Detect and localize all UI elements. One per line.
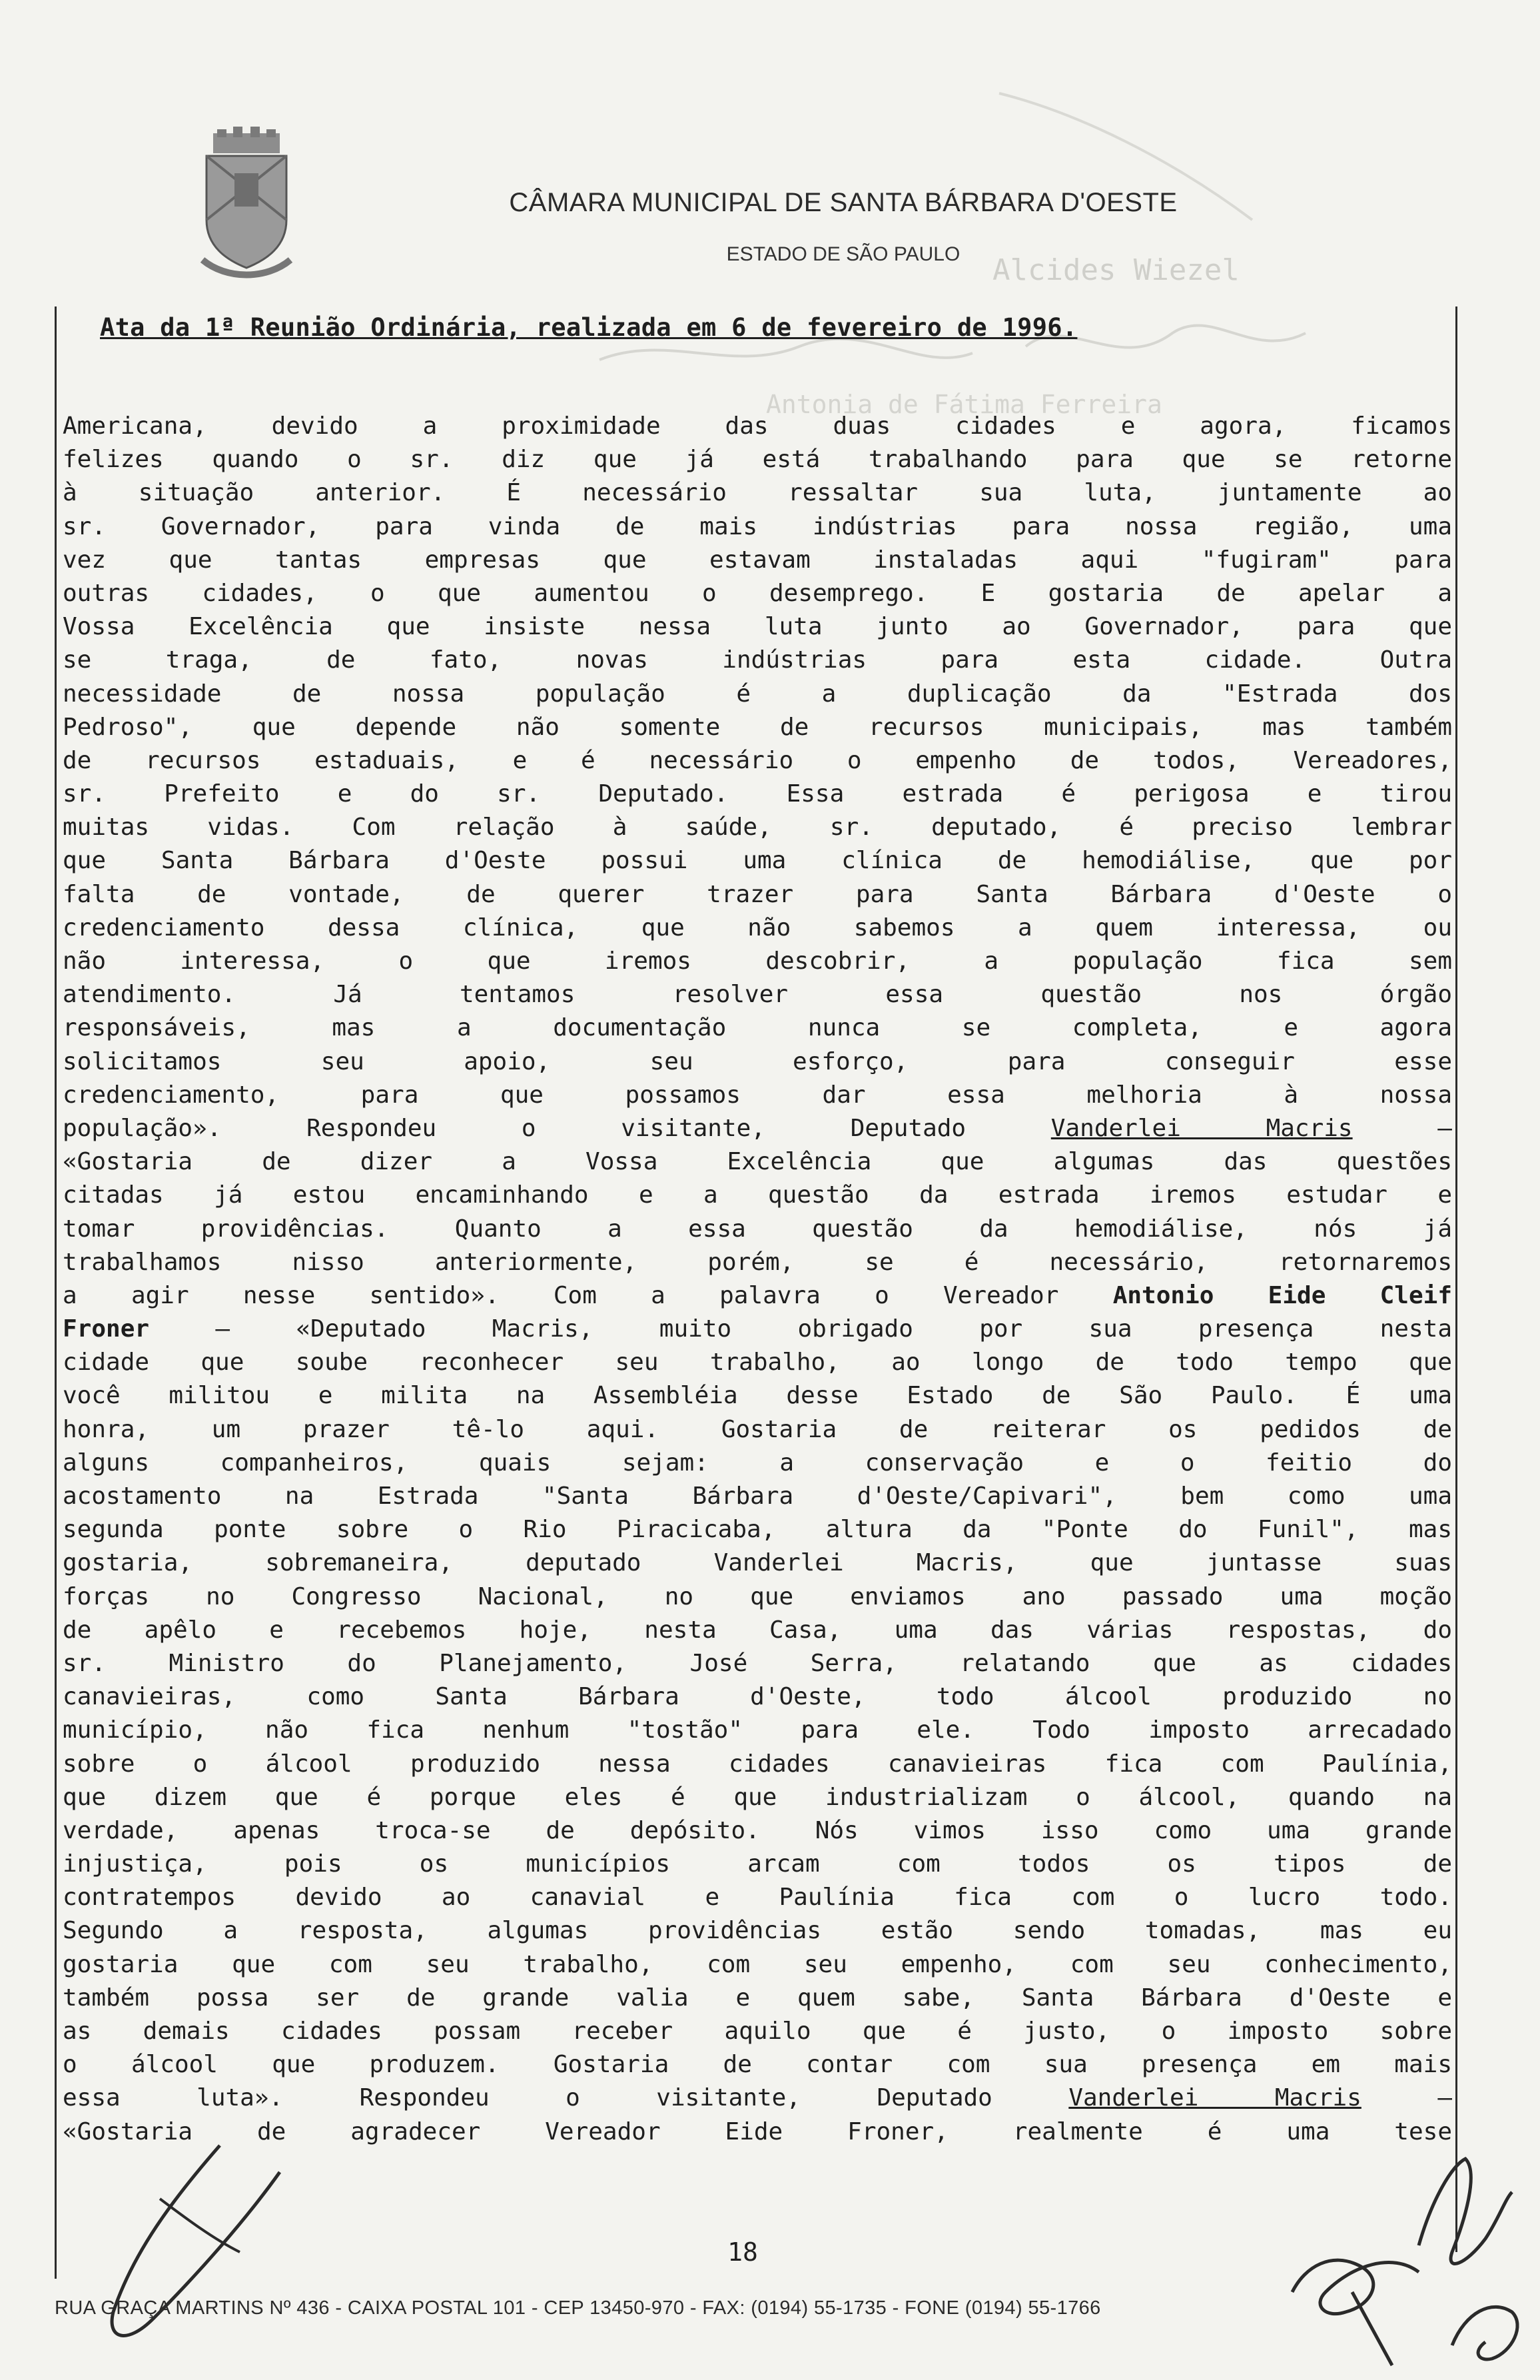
body-line: gostaria, sobremaneira, deputado Vanderlei Macris, que juntasse suas xyxy=(63,1549,1452,1577)
page-number: 18 xyxy=(727,2237,758,2267)
bleed-through-stroke xyxy=(599,339,972,360)
body-line: «Gostaria de dizer a Vossa Excelência que algumas das questões xyxy=(63,1148,1452,1176)
body-line xyxy=(63,1313,1452,1346)
body-line: solicitamos seu apoio, seu esforço, para conseguir esse xyxy=(63,1047,1452,1075)
body-text: – xyxy=(1352,1114,1452,1142)
signature-stroke xyxy=(1452,2307,1517,2359)
bleed-through-name-1: Alcides Wiezel xyxy=(992,253,1240,287)
body-line: falta de vontade, de querer trazer para Santa Bárbara d'Oeste o xyxy=(63,880,1452,908)
body-line: trabalhamos nisso anteriormente, porém, se é necessário, retornaremos xyxy=(63,1248,1452,1276)
body-line: sobre o álcool produzido nessa cidades canavieiras fica com Paulínia, xyxy=(63,1750,1452,1778)
body-line: credenciamento dessa clínica, que não sabemos a quem interessa, ou xyxy=(63,913,1452,941)
body-line: tomar providências. Quanto a essa questão da hemodiálise, nós já xyxy=(63,1215,1452,1243)
body-text: a agir nesse sentido». Com a palavra o Vereador xyxy=(63,1281,1113,1309)
body-line: sr. Prefeito e do sr. Deputado. Essa estrada é perigosa e tirou xyxy=(63,780,1452,808)
body-line: contratempos devido ao canavial e Paulínia fica com o lucro todo. xyxy=(63,1884,1452,1912)
body-line: forças no Congresso Nacional, no que enviamos ano passado uma moção xyxy=(63,1582,1452,1610)
body-line: canavieiras, como Santa Bárbara d'Oeste, todo álcool produzido no xyxy=(63,1683,1452,1711)
body-line: Pedroso", que depende não somente de recursos municipais, mas também xyxy=(63,713,1452,741)
body-line: outras cidades, o que aumentou o desemprego. E gostaria de apelar a xyxy=(63,579,1452,607)
body-line: verdade, apenas troca-se de depósito. Nós vimos isso como uma grande xyxy=(63,1816,1452,1844)
speaker-name: Froner xyxy=(63,1315,150,1343)
body-line: cidade que soube reconhecer seu trabalho, ao longo de todo tempo que xyxy=(63,1349,1452,1377)
organization-state: ESTADO DE SÃO PAULO xyxy=(726,243,961,265)
body-line: responsáveis, mas a documentação nunca se completa, e agora xyxy=(63,1014,1452,1042)
body-line: gostaria que com seu trabalho, com seu empenho, com seu conhecimento, xyxy=(63,1950,1452,1978)
signature-stroke xyxy=(160,2199,240,2252)
body-line: não interessa, o que iremos descobrir, a população fica sem xyxy=(63,947,1452,975)
body-line: sr. Governador, para vinda de mais indústrias para nossa região, uma xyxy=(63,512,1452,540)
organization-name: CÂMARA MUNICIPAL DE SANTA BÁRBARA D'OESTE xyxy=(509,188,1178,217)
body-line: segunda ponte sobre o Rio Piracicaba, altura da "Ponte do Funil", mas xyxy=(63,1516,1452,1544)
body-line: muitas vidas. Com relação à saúde, sr. deputado, é preciso lembrar xyxy=(63,814,1452,842)
body-line: alguns companheiros, quais sejam: a conservação e o feitio do xyxy=(63,1449,1452,1477)
body-line xyxy=(63,1279,1452,1313)
body-line: também possa ser de grande valia e quem sabe, Santa Bárbara d'Oeste e xyxy=(63,1984,1452,2012)
body-line: município, não fica nenhum "tostão" para ele. Todo imposto arrecadado xyxy=(63,1716,1452,1744)
body-line: à situação anterior. É necessário ressaltar sua luta, juntamente ao xyxy=(63,479,1452,507)
body-line xyxy=(63,1112,1452,1145)
body-line: que dizem que é porque eles é que industrializam o álcool, quando na xyxy=(63,1783,1452,1811)
signature-stroke xyxy=(1352,2292,1392,2365)
body-line: felizes quando o sr. diz que já está trabalhando para que se retorne xyxy=(63,446,1452,474)
body-line xyxy=(63,2082,1452,2115)
left-margin-rule xyxy=(55,306,57,2279)
signature-stroke xyxy=(1292,2260,1419,2314)
body-line: que Santa Bárbara d'Oeste possui uma clínica de hemodiálise, que por xyxy=(63,847,1452,875)
body-line: Vossa Excelência que insiste nessa luta junto ao Governador, para que xyxy=(63,613,1452,641)
body-line: Segundo a resposta, algumas providências estão sendo tomadas, mas eu xyxy=(63,1917,1452,1945)
body-line: de apêlo e recebemos hoje, nesta Casa, uma das várias respostas, do xyxy=(63,1616,1452,1644)
body-line: se traga, de fato, novas indústrias para esta cidade. Outra xyxy=(63,646,1452,674)
speaker-name: Vanderlei Macris xyxy=(1050,1114,1353,1142)
body-line: honra, um prazer tê-lo aqui. Gostaria de reiterar os pedidos de xyxy=(63,1415,1452,1443)
body-line: você militou e milita na Assembléia desse Estado de São Paulo. É uma xyxy=(63,1382,1452,1410)
speaker-name: Vanderlei Macris xyxy=(1068,2084,1361,2112)
body-text: essa luta». Respondeu o visitante, Deputado xyxy=(63,2084,1069,2112)
body-line: de recursos estaduais, e é necessário o empenho de todos, Vereadores, xyxy=(63,746,1452,774)
letterhead-footer-address: RUA GRAÇA MARTINS Nº 436 - CAIXA POSTAL 101 - CEP 13450-970 - FAX: (0194) 55-1735 - FONE (0194) 55-1766 xyxy=(55,2297,1101,2319)
body-line: as demais cidades possam receber aquilo que é justo, o imposto sobre xyxy=(63,2018,1452,2045)
speaker-name: Antonio Eide Cleif xyxy=(1112,1281,1452,1309)
body-line: «Gostaria de agradecer Vereador Eide Froner, realmente é uma tese xyxy=(63,2117,1452,2145)
body-line: necessidade de nossa população é a duplicação da "Estrada dos xyxy=(63,680,1452,708)
body-text: – «Deputado Macris, muito obrigado por sua presença nesta xyxy=(149,1315,1452,1343)
bleed-through-name-2: Antonia de Fátima Ferreira xyxy=(766,390,1162,419)
body-line: Americana, devido a proximidade das duas cidades e agora, ficamos xyxy=(63,412,1452,440)
body-text: – xyxy=(1361,2084,1452,2112)
document-title: Ata da 1ª Reunião Ordinária, realizada em 6 de fevereiro de 1996. xyxy=(100,313,1078,342)
body-text: população». Respondeu o visitante, Deputado xyxy=(63,1114,1051,1142)
right-margin-rule xyxy=(1455,306,1457,2252)
minutes-body xyxy=(63,410,1452,2149)
body-line: injustiça, pois os municípios arcam com todos os tipos de xyxy=(63,1850,1452,1878)
body-line: sr. Ministro do Planejamento, José Serra, relatando que as cidades xyxy=(63,1649,1452,1677)
body-line: o álcool que produzem. Gostaria de contar com sua presença em mais xyxy=(63,2051,1452,2079)
body-line: citadas já estou encaminhando e a questão da estrada iremos estudar e xyxy=(63,1181,1452,1209)
signature-stroke xyxy=(1419,2159,1512,2263)
body-line: atendimento. Já tentamos resolver essa questão nos órgão xyxy=(63,981,1452,1009)
body-line: credenciamento, para que possamos dar essa melhoria à nossa xyxy=(63,1081,1452,1109)
body-line: acostamento na Estrada "Santa Bárbara d'Oeste/Capivari", bem como uma xyxy=(63,1483,1452,1510)
body-line: vez que tantas empresas que estavam instaladas aqui "fugiram" para xyxy=(63,546,1452,574)
